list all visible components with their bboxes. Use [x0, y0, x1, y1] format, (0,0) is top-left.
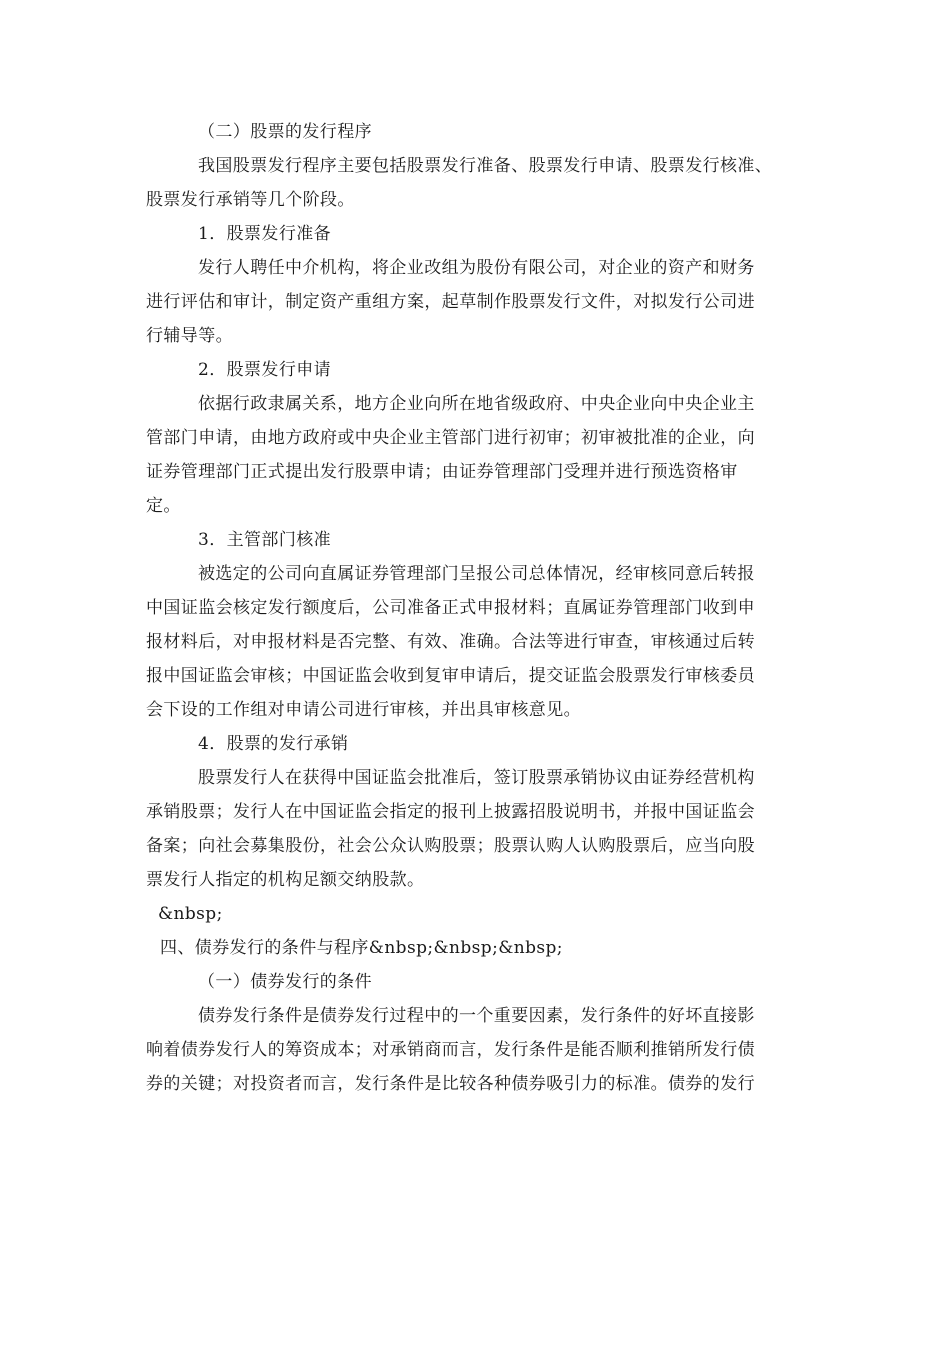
paragraph-line: 承销股票；发行人在中国证监会指定的报刊上披露招股说明书，并报中国证监会: [146, 802, 755, 822]
paragraph-line: 报材料后，对申报材料是否完整、有效、准确。合法等进行审查，审核通过后转: [146, 632, 755, 652]
section-heading: 四、债券发行的条件与程序&nbsp;&nbsp;&nbsp;: [160, 938, 563, 958]
paragraph-line: 管部门申请，由地方政府或中央企业主管部门进行初审；初审被批准的企业，向: [146, 428, 755, 448]
paragraph-line: 证券管理部门正式提出发行股票申请；由证券管理部门受理并进行预选资格审: [146, 462, 738, 482]
paragraph-line: 依据行政隶属关系，地方企业向所在地省级政府、中央企业向中央企业主: [198, 394, 755, 414]
item-heading: 2．股票发行申请: [198, 360, 332, 380]
item-heading: 4．股票的发行承销: [198, 734, 349, 754]
paragraph-line: 备案；向社会募集股份，社会公众认购股票；股票认购人认购股票后，应当向股: [146, 836, 755, 856]
paragraph-line: 债券发行条件是债券发行过程中的一个重要因素，发行条件的好坏直接影: [198, 1006, 755, 1026]
subsection-heading: （二）股票的发行程序: [198, 122, 372, 142]
paragraph-line: 响着债券发行人的筹资成本；对承销商而言，发行条件是能否顺利推销所发行债: [146, 1040, 755, 1060]
paragraph-line: 定。: [146, 496, 181, 516]
nbsp-text: &nbsp;: [158, 904, 223, 924]
paragraph-line: 股票发行承销等几个阶段。: [146, 190, 355, 210]
paragraph-line: 报中国证监会审核；中国证监会收到复审申请后，提交证监会股票发行审核委员: [146, 666, 755, 686]
paragraph-line: 进行评估和审计，制定资产重组方案，起草制作股票发行文件，对拟发行公司进: [146, 292, 755, 312]
paragraph-line: 行辅导等。: [146, 326, 233, 346]
subsection-heading: （一）债券发行的条件: [198, 972, 372, 992]
paragraph-line: 券的关键；对投资者而言，发行条件是比较各种债券吸引力的标准。债券的发行: [146, 1074, 755, 1094]
paragraph-line: 我国股票发行程序主要包括股票发行准备、股票发行申请、股票发行核准、: [198, 156, 773, 176]
document-body: [146, 115, 810, 1101]
paragraph-line: 会下设的工作组对申请公司进行审核，并出具审核意见。: [146, 700, 581, 720]
item-heading: 3．主管部门核准: [198, 530, 332, 550]
paragraph-line: 发行人聘任中介机构，将企业改组为股份有限公司，对企业的资产和财务: [198, 258, 755, 278]
item-heading: 1．股票发行准备: [198, 224, 332, 244]
paragraph-line: 中国证监会核定发行额度后，公司准备正式申报材料；直属证券管理部门收到申: [146, 598, 755, 618]
paragraph-line: 被选定的公司向直属证券管理部门呈报公司总体情况，经审核同意后转报: [198, 564, 755, 584]
paragraph-line: 股票发行人在获得中国证监会批准后，签订股票承销协议由证券经营机构: [198, 768, 755, 788]
paragraph-line: 票发行人指定的机构足额交纳股款。: [146, 870, 425, 890]
